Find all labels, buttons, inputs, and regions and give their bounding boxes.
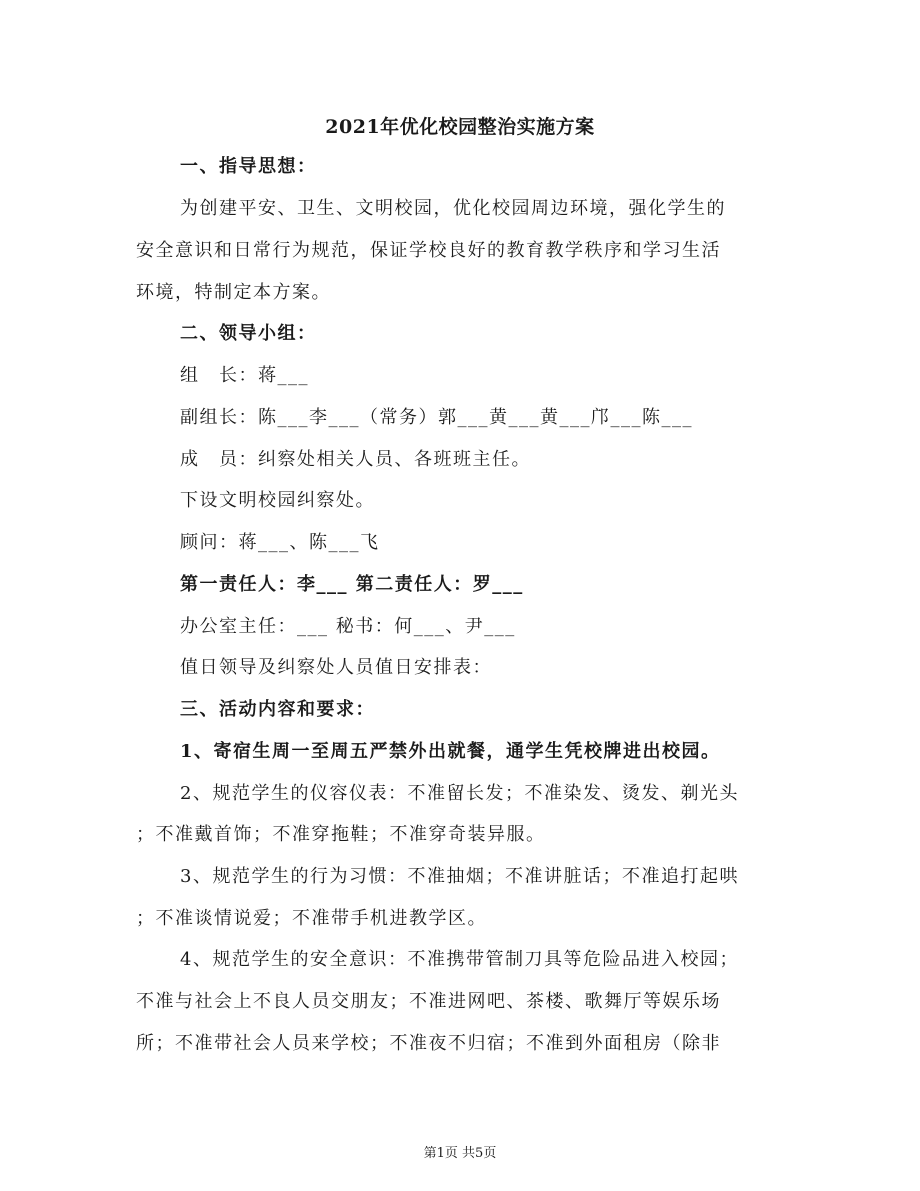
paragraph-line: 下设文明校园纠察处。: [180, 490, 375, 511]
requirement-item-3: 3、规范学生的行为习惯：不准抽烟；不准讲脏话；不准追打起哄: [180, 866, 739, 887]
deputy-leader-line: 副组长：陈___李___（常务）郭___黄___黄___邝___陈___: [180, 407, 693, 428]
paragraph-line: 值日领导及纠察处人员值日安排表：: [180, 657, 492, 678]
advisor-line: 顾问：蒋___、陈___飞: [180, 532, 380, 553]
paragraph-line: ；不准戴首饰；不准穿拖鞋；不准穿奇装异服。: [136, 824, 546, 845]
paragraph-line: 为创建平安、卫生、文明校园，优化校园周边环境，强化学生的: [180, 198, 726, 219]
section-heading-activities: 三、活动内容和要求：: [180, 699, 375, 720]
paragraph-line: 安全意识和日常行为规范，保证学校良好的教育教学秩序和学习生活: [136, 240, 721, 261]
paragraph-line: 不准与社会上不良人员交朋友；不准进网吧、茶楼、歌舞厅等娱乐场: [136, 991, 721, 1012]
requirement-item-4: 4、规范学生的安全意识：不准携带管制刀具等危险品进入校园；: [180, 949, 739, 970]
section-heading-leadership-group: 二、领导小组：: [180, 323, 317, 344]
paragraph-line: ；不准谈情说爱；不准带手机进教学区。: [136, 908, 487, 929]
requirement-item-1: 1、寄宿生周一至周五严禁外出就餐，通学生凭校牌进出校园。: [180, 741, 721, 762]
page-footer: 第1页 共5页: [423, 1146, 497, 1161]
group-leader-line: 组 长：蒋___: [180, 365, 309, 386]
paragraph-line: 环境，特制定本方案。: [136, 282, 331, 303]
requirement-item-2: 2、规范学生的仪容仪表：不准留长发；不准染发、烫发、剃光头: [180, 783, 739, 804]
responsible-person-line: 第一责任人：李___ 第二责任人：罗___: [180, 574, 524, 595]
section-heading-guiding-ideology: 一、指导思想：: [180, 156, 317, 177]
paragraph-line: 所；不准带社会人员来学校；不准夜不归宿；不准到外面租房（除非: [136, 1033, 721, 1054]
members-line: 成 员：纠察处相关人员、各班班主任。: [180, 449, 531, 470]
document-title: 2021年优化校园整治实施方案: [325, 116, 595, 138]
office-director-line: 办公室主任：___ 秘书：何___、尹___: [180, 616, 516, 637]
